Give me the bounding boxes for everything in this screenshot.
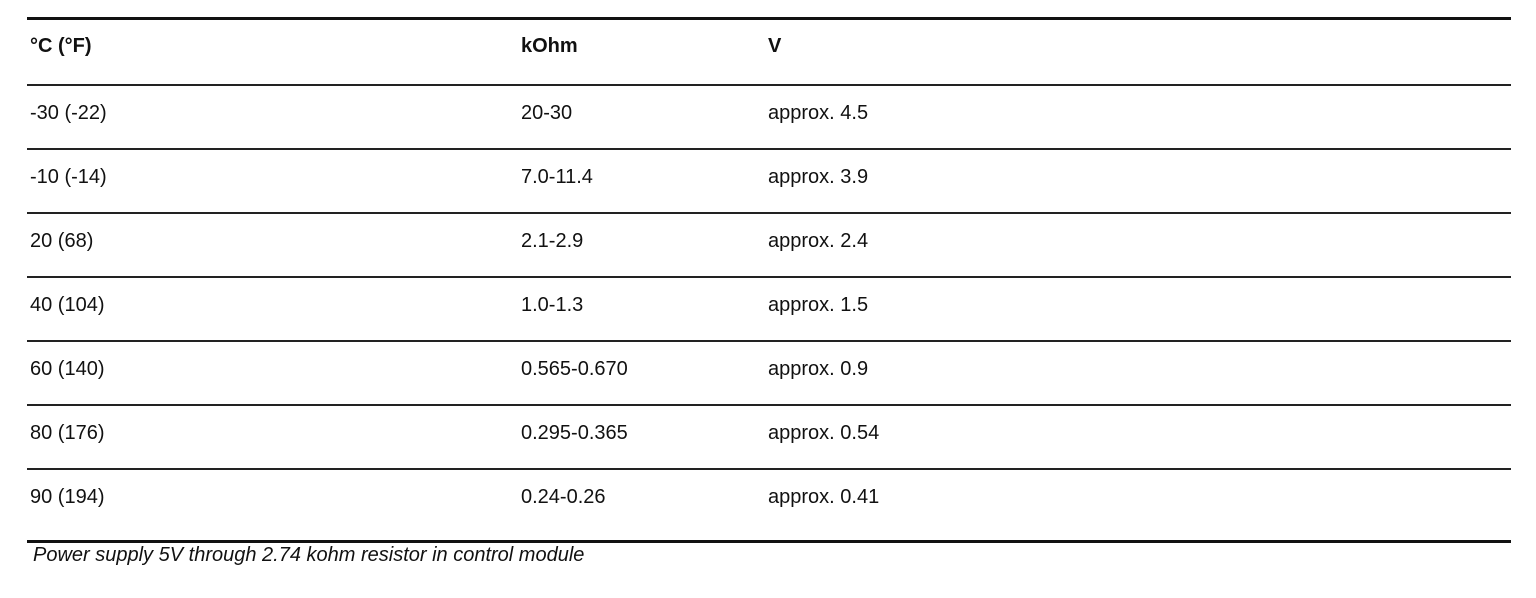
cell-temperature: 90 (194)	[30, 486, 105, 508]
cell-temperature: 60 (140)	[30, 358, 105, 380]
cell-voltage: approx. 4.5	[768, 102, 869, 124]
cell-temperature: -10 (-14)	[30, 166, 107, 188]
cell-resistance: 0.565-0.670	[521, 358, 628, 380]
table-row	[27, 278, 1511, 340]
cell-resistance: 0.24-0.26	[521, 486, 606, 508]
cell-temperature: 80 (176)	[30, 422, 105, 444]
cell-resistance: 7.0-11.4	[521, 166, 593, 188]
header-temperature: °C (°F)	[30, 35, 92, 57]
cell-temperature: 40 (104)	[30, 294, 105, 316]
table-bottom-spacing	[27, 532, 1511, 540]
table-footnote: Power supply 5V through 2.74 kohm resistor in control module	[33, 544, 585, 566]
header-resistance: kOhm	[521, 35, 578, 57]
cell-voltage: approx. 0.9	[768, 358, 869, 380]
table-row	[27, 406, 1511, 468]
resistance-table	[27, 17, 1511, 543]
table-row	[27, 342, 1511, 404]
cell-resistance: 2.1-2.9	[521, 230, 584, 252]
cell-voltage: approx. 3.9	[768, 166, 869, 188]
table-row	[27, 470, 1511, 532]
cell-resistance: 20-30	[521, 102, 573, 124]
cell-voltage: approx. 0.41	[768, 486, 880, 508]
cell-resistance: 0.295-0.365	[521, 422, 628, 444]
cell-voltage: approx. 2.4	[768, 230, 869, 252]
cell-temperature: 20 (68)	[30, 230, 94, 252]
table-row	[27, 150, 1511, 212]
table-header-row	[27, 20, 1511, 84]
table-row	[27, 86, 1511, 148]
cell-voltage: approx. 1.5	[768, 294, 869, 316]
header-voltage: V	[768, 35, 782, 57]
table-row	[27, 214, 1511, 276]
cell-resistance: 1.0-1.3	[521, 294, 584, 316]
cell-voltage: approx. 0.54	[768, 422, 880, 444]
cell-temperature: -30 (-22)	[30, 102, 107, 124]
